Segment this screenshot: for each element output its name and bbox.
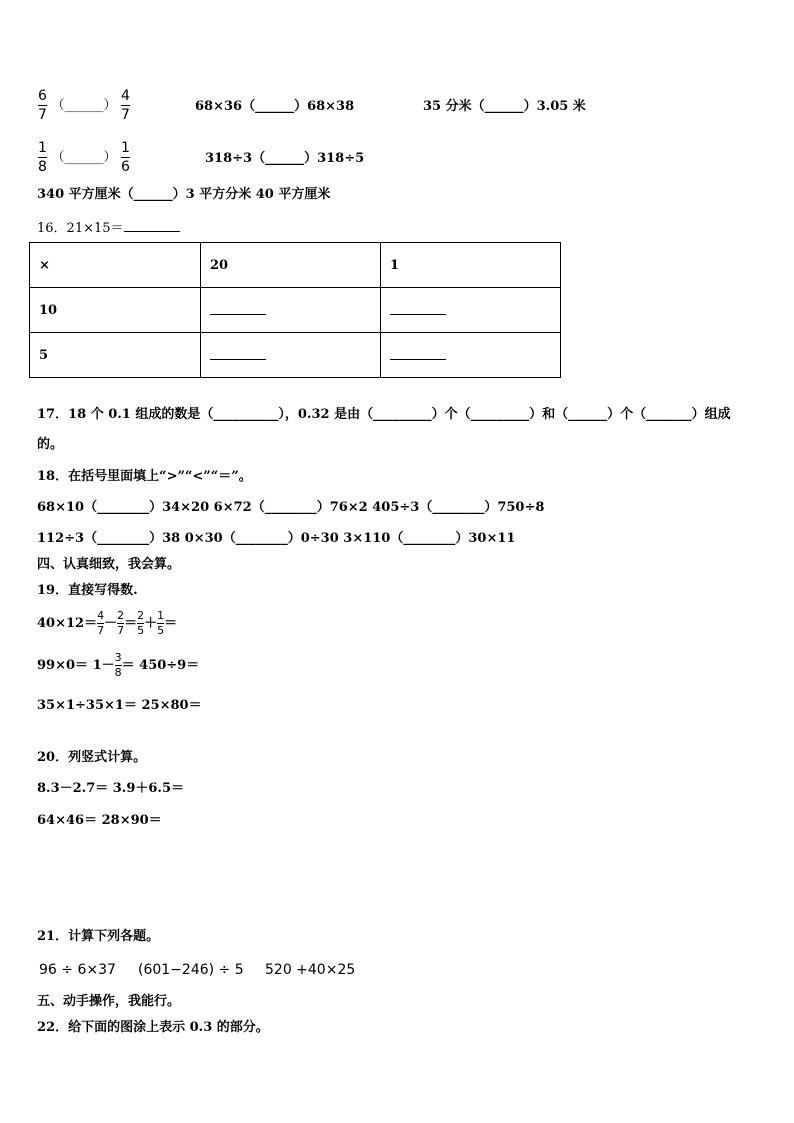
table-row: [30, 288, 561, 333]
table-answer-cell[interactable]: [201, 288, 381, 333]
q20-line2: 64×46＝ 28×90＝: [37, 813, 162, 828]
table-row-label: 10: [30, 288, 201, 333]
blank-paren[interactable]: （______）: [51, 150, 117, 165]
row1-mid-compare: 68×36（______）68×38: [195, 99, 355, 114]
fraction-1-6: $\frac{1}{6}$: [121, 140, 130, 175]
q16-prompt: 16．21×15＝: [37, 219, 180, 237]
q19-line3: 35×1÷35×1＝ 25×80＝: [37, 698, 202, 713]
q21-expr-1: 96 ÷ 6×37: [39, 962, 116, 978]
q17-line2: 的。: [37, 437, 64, 452]
q21-expr-3: 520 +40×25: [265, 962, 356, 978]
table-answer-cell[interactable]: [381, 333, 561, 378]
row2-mid-compare: 318÷3（______）318÷5: [205, 151, 365, 166]
q18-title: 18．在括号里面填上“>”“<”“＝”。: [37, 469, 252, 484]
section-four-heading: 四、认真细致，我会算。: [37, 557, 181, 572]
q21-title: 21．计算下列各题。: [37, 929, 160, 944]
q20-line1: 8.3－2.7＝ 3.9＋6.5＝: [37, 781, 184, 796]
q18-line1: 68×10（________）34×20 6×72（________）76×2 405÷3（________）750÷8: [37, 500, 545, 515]
multiplication-table: [29, 242, 561, 378]
table-header-cell: ×: [30, 243, 201, 288]
table-header-cell: 1: [381, 243, 561, 288]
q16-answer-blank[interactable]: [124, 219, 180, 232]
q19-title: 19．直接写得数.: [37, 583, 138, 598]
fraction-3-8: $\frac{3}{8}$: [114, 651, 122, 679]
q20-title: 20．列竖式计算。: [37, 750, 147, 765]
fraction: $\frac{1}{5}$: [157, 609, 165, 637]
fraction-1-8: $\frac{1}{8}$: [38, 140, 47, 175]
section-five-heading: 五、动手操作，我能行。: [37, 994, 181, 1009]
q17-line1: 17．18 个 0.1 组成的数是（__________），0.32 是由（_________）个（_________）和（______）个（_______）组成: [37, 407, 731, 422]
row1-fraction-compare: [38, 88, 130, 123]
row2-fraction-compare: [38, 140, 130, 175]
fraction-6-7: $\frac{6}{7}$: [38, 88, 47, 123]
blank-paren[interactable]: （______）: [51, 98, 117, 113]
q21-expr-2: (601−246) ÷ 5: [138, 962, 244, 978]
q22-prompt: 22．给下面的图涂上表示 0.3 的部分。: [37, 1020, 269, 1035]
row1-right-compare: 35 分米（______）3.05 米: [423, 99, 586, 114]
table-answer-cell[interactable]: [381, 288, 561, 333]
q19-line1: 40×12＝ $\frac{4}{7}$ － $\frac{2}{7}$ ＝ $\frac{2}{5}$ ＋ $\frac{1}{5}$ ＝: [37, 609, 178, 637]
q19-line2: 99×0＝ 1－ $\frac{3}{8}$ ＝ 450÷9＝: [37, 651, 200, 679]
fraction: $\frac{2}{7}$: [117, 609, 125, 637]
fraction: $\frac{4}{7}$: [97, 609, 105, 637]
q18-line2: 112÷3（________）38 0×30（________）0÷30 3×110（________）30×11: [37, 531, 516, 546]
table-row-label: 5: [30, 333, 201, 378]
table-answer-cell[interactable]: [201, 333, 381, 378]
table-header-cell: 20: [201, 243, 381, 288]
table-row: [30, 333, 561, 378]
fraction: $\frac{2}{5}$: [137, 609, 145, 637]
table-row: [30, 243, 561, 288]
row3-area-compare: 340 平方厘米（______）3 平方分米 40 平方厘米: [37, 187, 331, 202]
fraction-4-7: $\frac{4}{7}$: [121, 88, 130, 123]
